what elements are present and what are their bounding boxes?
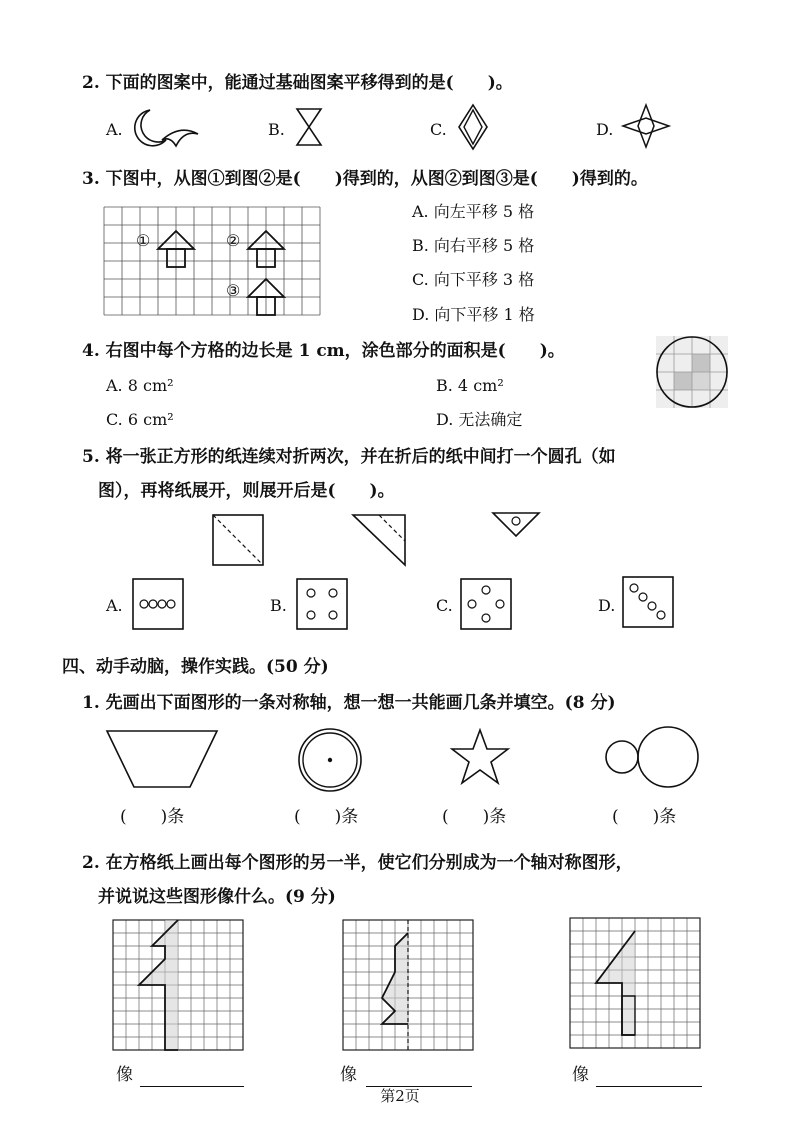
q2-figure-b-hourglass (296, 108, 322, 146)
s4-q1-blank-4[interactable]: ( )条 (612, 807, 677, 827)
q5-fold-step-2 (352, 514, 406, 566)
q3-label-1: ① (136, 231, 151, 250)
q5-figure-d (622, 576, 674, 628)
s4-q2-grid-1[interactable] (113, 920, 243, 1050)
q2-figure-a-crescents (132, 106, 202, 150)
q5-option-c-label: C. (436, 596, 453, 615)
q4-stem: 4. 右图中每个方格的边长是 1 cm，涂色部分的面积是( )。 (82, 341, 565, 361)
s4-q2-answer-label-1: 像 (116, 1065, 133, 1085)
s4-q2-grid-2[interactable] (343, 920, 473, 1050)
q2-option-c-label: C. (430, 120, 447, 139)
s4-q2-answer-label-2: 像 (340, 1065, 357, 1085)
q5-option-b-label: B. (270, 596, 287, 615)
s4-q1-stem: 1. 先画出下面图形的一条对称轴，想一想一共能画几条并填空。(8 分) (82, 693, 616, 713)
q3-option-a: A. 向左平移 5 格 (412, 202, 535, 221)
q3-option-d: D. 向下平移 1 格 (412, 305, 535, 324)
s4-q2-stem-line2: 并说说这些图形像什么。(9 分) (98, 887, 336, 907)
s4-q1-concentric-circles (298, 728, 362, 792)
q5-fold-step-1 (212, 514, 264, 566)
q5-stem-line2: 图），再将纸展开，则展开后是( )。 (98, 481, 395, 501)
q3-option-b: B. 向右平移 5 格 (412, 236, 535, 255)
q3-grid (104, 207, 320, 315)
q5-figure-c (460, 578, 512, 630)
q3-stem: 3. 下图中，从图①到图②是( )得到的，从图②到图③是( )得到的。 (82, 169, 648, 189)
q3-label-2: ② (226, 231, 241, 250)
s4-q1-trapezoid (106, 730, 218, 788)
q2-stem: 2. 下面的图案中，能通过基础图案平移得到的是( )。 (82, 73, 513, 93)
q5-option-d-label: D. (598, 596, 616, 615)
q3-option-c: C. 向下平移 3 格 (412, 270, 535, 289)
q4-option-a: A. 8 cm² (106, 376, 174, 395)
s4-q2-stem-line1: 2. 在方格纸上画出每个图形的另一半，使它们分别成为一个轴对称图形， (82, 853, 633, 873)
q4-option-b: B. 4 cm² (436, 376, 504, 395)
s4-q1-blank-1[interactable]: ( )条 (120, 807, 185, 827)
s4-q1-blank-2[interactable]: ( )条 (294, 807, 359, 827)
q5-figure-a (132, 578, 184, 630)
q2-option-a-label: A. (106, 120, 123, 139)
q5-stem-line1: 5. 将一张正方形的纸连续对折两次，并在折后的纸中间打一个圆孔（如 (82, 447, 616, 467)
q4-option-c: C. 6 cm² (106, 410, 174, 429)
q5-option-a-label: A. (106, 596, 123, 615)
s4-q1-star (450, 728, 510, 786)
q2-figure-d-star (622, 104, 670, 148)
q3-label-3: ③ (226, 281, 241, 300)
page-number: 第2页 (380, 1087, 420, 1105)
q4-circle-in-grid (656, 336, 728, 408)
s4-q2-answer-label-3: 像 (572, 1065, 589, 1085)
q4-option-d: D. 无法确定 (436, 410, 523, 429)
q2-option-b-label: B. (268, 120, 285, 139)
section-4-title: 四、动手动脑，操作实践。(50 分) (62, 657, 329, 677)
s4-q2-grid-3[interactable] (570, 918, 700, 1048)
q5-fold-step-3 (492, 512, 540, 538)
q2-figure-c-diamonds (458, 104, 488, 150)
s4-q1-blank-3[interactable]: ( )条 (442, 807, 507, 827)
q2-option-d-label: D. (596, 120, 614, 139)
q5-figure-b (296, 578, 348, 630)
s4-q1-two-circles (604, 724, 700, 790)
